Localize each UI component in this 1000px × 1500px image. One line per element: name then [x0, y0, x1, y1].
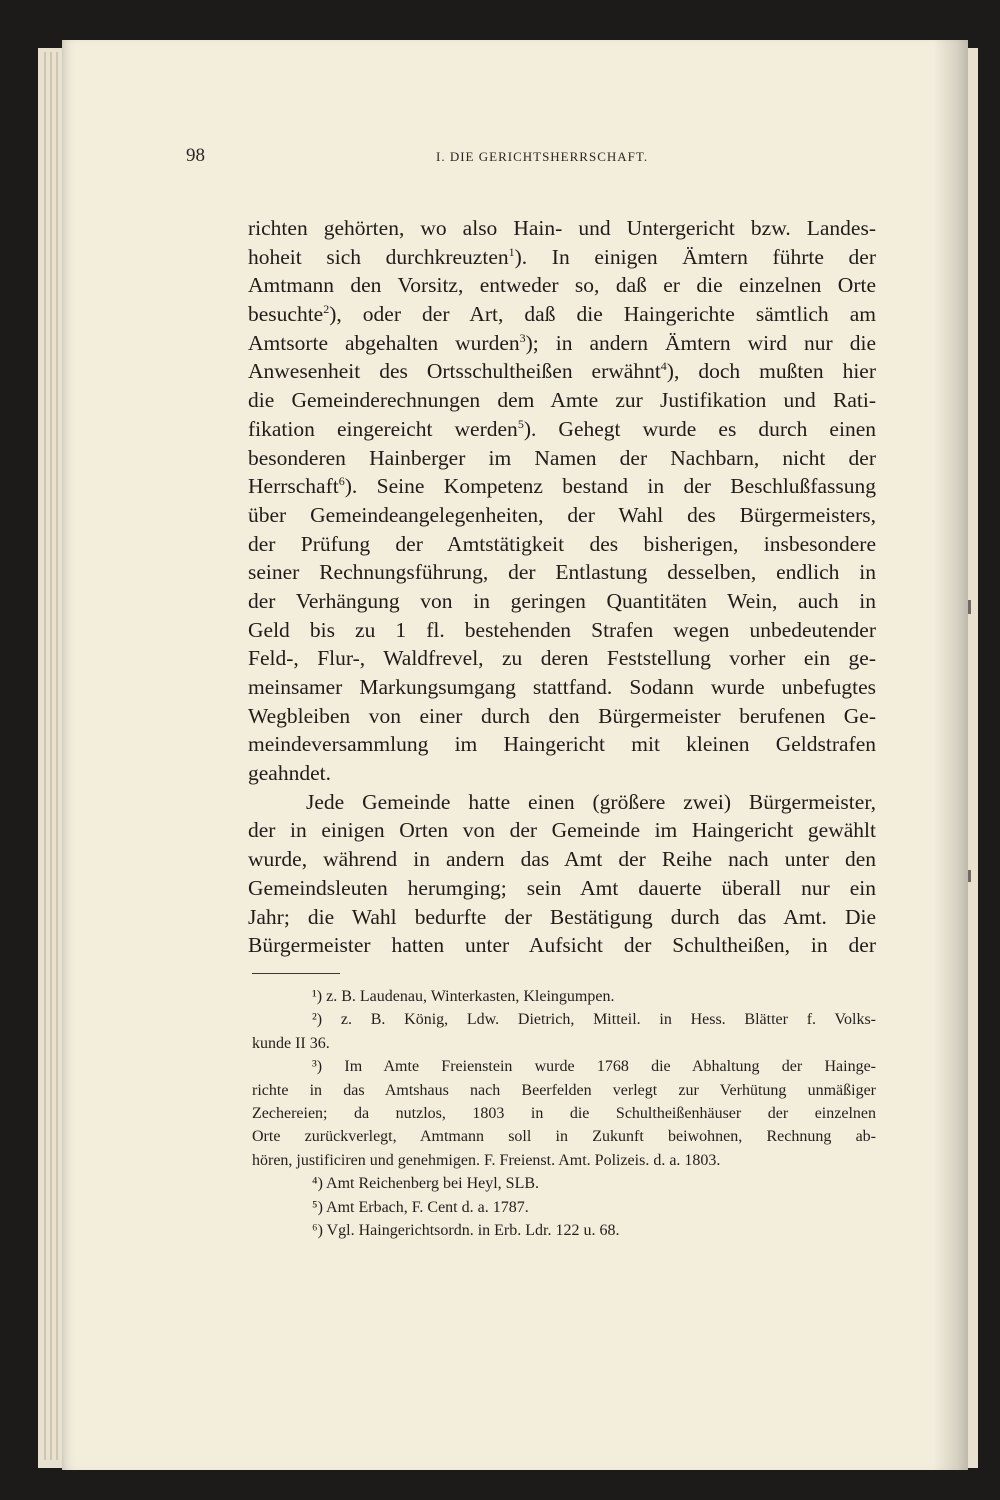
line-text: Jahr; die Wahl bedurfte der Bestätigung durch das Amt. Die: [248, 904, 876, 929]
line-text: Anwesenheit des Ortsschultheißen erwähnt: [248, 359, 661, 384]
line-text: geahndet.: [248, 761, 331, 786]
body-line: [248, 558, 876, 587]
footnote-ref: 2: [323, 302, 330, 317]
footnote-line: [252, 1219, 876, 1242]
line-text: ³) Im Amte Freienstein wurde 1768 die Abhaltung der Hainge-: [312, 1058, 876, 1076]
line-text: Amtsorte abgehalten wurden: [248, 330, 520, 355]
body-line: [248, 243, 876, 272]
footnote-line: [252, 1032, 876, 1055]
body-line: [248, 874, 876, 903]
page-header: [186, 145, 826, 175]
body-line: [248, 644, 876, 673]
page-edge-3: [56, 52, 58, 1460]
line-text: die Gemeinderechnungen dem Amte zur Justifikation und Rati-: [248, 388, 876, 413]
line-text: wurde, während in andern das Amt der Reihe nach unter den: [248, 847, 876, 872]
body-line: [248, 616, 876, 645]
footnote-ref: 1: [508, 244, 515, 259]
body-line: [248, 472, 876, 501]
body-text: [248, 214, 876, 960]
line-text: ⁵) Amt Erbach, F. Cent d. a. 1787.: [312, 1198, 529, 1216]
footnote-line: [252, 1079, 876, 1102]
line-text: richten gehörten, wo also Hain- und Untergericht bzw. Landes-: [248, 216, 876, 240]
line-text: fikation eingereicht werden: [248, 416, 518, 441]
line-text: hören, justificiren und genehmigen. F. Freienst. Amt. Polizeis. d. a. 1803.: [252, 1151, 721, 1169]
body-line: [248, 845, 876, 874]
line-text: kunde II 36.: [252, 1034, 330, 1052]
body-line: [248, 931, 876, 960]
body-line: [248, 300, 876, 329]
body-line: [248, 730, 876, 759]
footnote-rule: [252, 973, 340, 974]
body-line: [248, 329, 876, 358]
line-text: der Prüfung der Amtstätigkeit des bisherigen, insbesondere: [248, 531, 876, 556]
body-line: [248, 788, 876, 817]
body-line: [248, 415, 876, 444]
footnotes: [252, 985, 876, 1242]
line-text: Gemeindsleuten herumging; sein Amt dauerte überall nur ein: [248, 875, 876, 900]
line-text: seiner Rechnungsführung, der Entlastung desselben, endlich in: [248, 560, 876, 585]
footnote-ref: 3: [519, 330, 526, 345]
line-text: hoheit sich durchkreuzten: [248, 244, 509, 269]
page-edge-2: [50, 52, 52, 1460]
line-text: Orte zurückverlegt, Amtmann soll in Zukunft beiwohnen, Rechnung ab-: [252, 1128, 876, 1146]
body-line: [248, 444, 876, 473]
body-line: [248, 357, 876, 386]
spine-shadow: [934, 40, 968, 1470]
body-line: [248, 759, 876, 788]
line-text: über Gemeindeangelegenheiten, der Wahl des Bürgermeisters,: [248, 502, 876, 527]
line-text: Geld bis zu 1 fl. bestehenden Strafen wegen unbedeutender: [248, 617, 876, 642]
body-line: [248, 587, 876, 616]
body-line: [248, 673, 876, 702]
line-text: Amtmann den Vorsitz, entweder so, daß er die einzelnen Orte: [248, 273, 876, 298]
footnote-line: [252, 1102, 876, 1125]
body-line: [248, 530, 876, 559]
footnote-ref: 5: [517, 416, 524, 431]
line-text: der in einigen Orten von der Gemeinde im Haingericht gewählt: [248, 818, 876, 843]
body-line: [248, 501, 876, 530]
body-line: [248, 816, 876, 845]
line-text: Wegbleiben von einer durch den Bürgermeister berufenen Ge-: [248, 703, 876, 728]
line-text: besuchte: [248, 302, 324, 327]
line-text-tail: ); in andern Ämtern wird nur die: [525, 330, 876, 355]
line-text: meindeversammlung im Haingericht mit kleinen Geldstrafen: [248, 732, 876, 757]
line-text: Herrschaft: [248, 474, 339, 499]
body-line: [248, 702, 876, 731]
line-text: Jede Gemeinde hatte einen (größere zwei) Bürgermeister,: [306, 789, 876, 814]
footnote-line: [252, 1055, 876, 1078]
running-head: I. DIE GERICHTSHERRSCHAFT.: [436, 149, 649, 164]
line-text: richte in das Amtshaus nach Beerfelden verlegt zur Verhütung unmäßiger: [252, 1081, 876, 1099]
line-text: ¹) z. B. Laudenau, Winterkasten, Kleingumpen.: [312, 988, 615, 1005]
footnote-line: [252, 1008, 876, 1031]
footnote-line: [252, 1125, 876, 1148]
footnote-line: [252, 1149, 876, 1172]
line-text: meinsamer Markungsumgang stattfand. Sodann wurde unbefugtes: [248, 675, 876, 699]
footnote-line: [252, 1196, 876, 1219]
body-line: [248, 214, 876, 243]
line-text: besonderen Hainberger im Namen der Nachbarn, nicht der: [248, 445, 876, 470]
line-text-tail: ), oder der Art, daß die Haingerichte sämtlich am: [329, 302, 876, 327]
line-text-tail: ). Seine Kompetenz bestand in der Beschlußfassung: [344, 474, 876, 499]
body-line: [248, 271, 876, 300]
line-text: ²) z. B. König, Ldw. Dietrich, Mitteil. in Hess. Blätter f. Volks-: [312, 1011, 876, 1029]
page-number: 98: [186, 145, 205, 166]
footnote-line: [252, 985, 876, 1008]
line-text: der Verhängung von in geringen Quantitäten Wein, auch in: [248, 588, 876, 613]
page-edge-mark: [968, 600, 971, 614]
body-line: [248, 386, 876, 415]
body-line: [248, 903, 876, 932]
line-text-tail: ), doch mußten hier: [666, 359, 876, 384]
page-edge-mark: [968, 870, 971, 882]
line-text: Feld-, Flur-, Waldfrevel, zu deren Feststellung vorher ein ge-: [248, 646, 876, 671]
line-text: Zechereien; da nutzlos, 1803 in die Schultheißenhäuser der einzelnen: [252, 1104, 876, 1122]
footnote-line: [252, 1172, 876, 1195]
footnote-ref: 4: [660, 359, 667, 374]
footnote-ref: 6: [338, 474, 345, 489]
line-text-tail: ). Gehegt wurde es durch einen: [523, 416, 876, 441]
line-text-tail: ). In einigen Ämtern führte der: [514, 244, 876, 269]
page-edge-1: [44, 52, 46, 1460]
line-text: ⁶) Vgl. Haingerichtsordn. in Erb. Ldr. 122 u. 68.: [312, 1221, 620, 1239]
line-text: Bürgermeister hatten unter Aufsicht der Schultheißen, in der: [248, 933, 876, 958]
line-text: ⁴) Amt Reichenberg bei Heyl, SLB.: [312, 1175, 540, 1193]
